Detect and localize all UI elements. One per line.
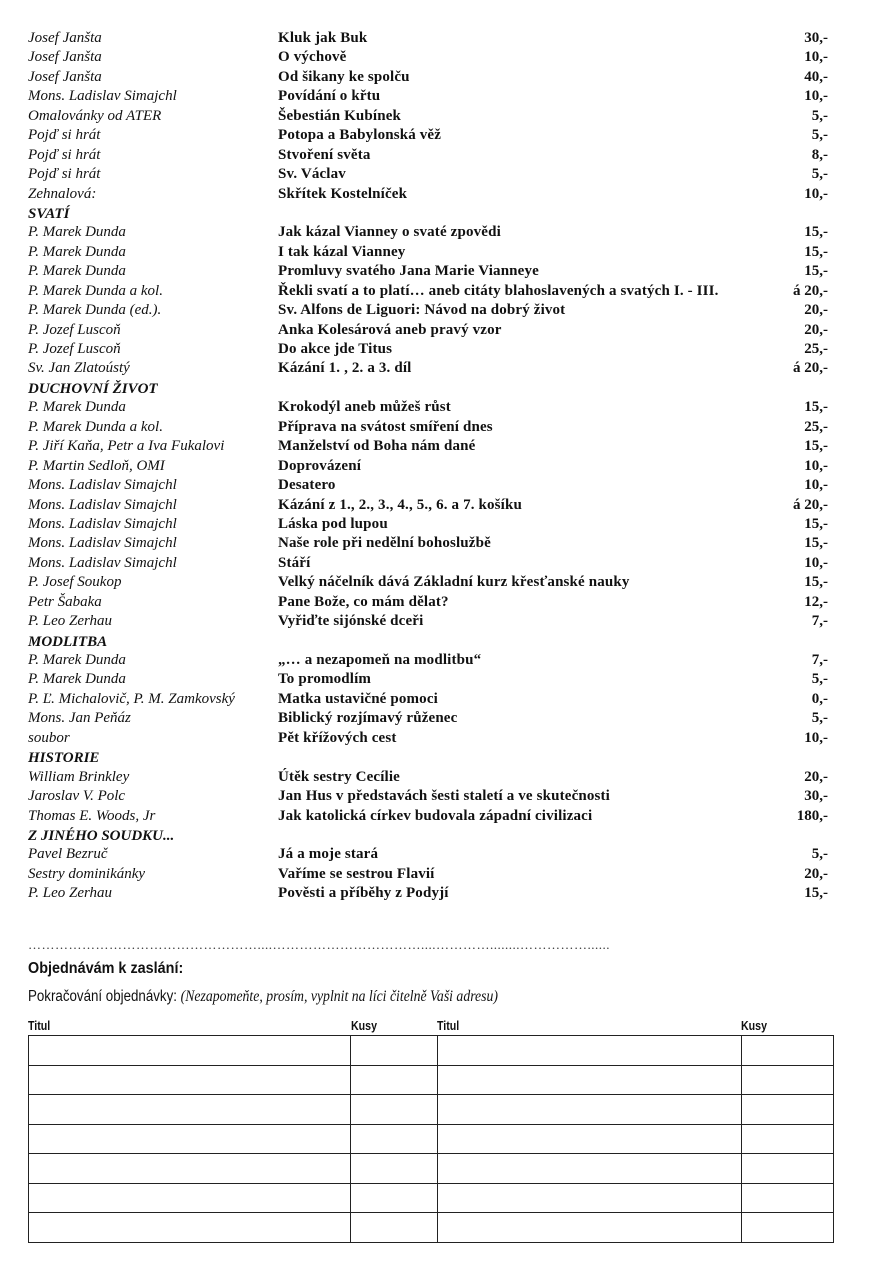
book-price: 20,-: [804, 321, 828, 338]
order-table: [28, 1035, 834, 1243]
header-title-2: Titul: [437, 1019, 460, 1033]
book-title: Doprovázení: [278, 457, 362, 474]
book-price: 15,-: [804, 224, 828, 241]
book-price: 20,-: [804, 768, 828, 785]
header-qty-2: Kusy: [741, 1019, 767, 1033]
book-price: 15,-: [804, 535, 828, 552]
catalog-row: [28, 787, 830, 806]
author-name: P. Leo Zerhau: [28, 885, 113, 902]
order-table-row: [29, 1154, 834, 1184]
quantity-cell[interactable]: [742, 1036, 834, 1066]
book-title: Kázání z 1., 2., 3., 4., 5., 6. a 7. košíku: [278, 496, 522, 513]
catalog-row: [28, 146, 830, 165]
book-price: 15,-: [804, 438, 828, 455]
book-title: Kázání 1. , 2. a 3. díl: [278, 360, 412, 377]
catalog-row: [28, 223, 830, 242]
title-cell[interactable]: [438, 1036, 742, 1066]
catalog-row: [28, 48, 830, 67]
book-price: 7,-: [811, 613, 828, 630]
book-price: 10,-: [804, 185, 828, 202]
book-price: á 20,-: [793, 496, 828, 513]
author-name: Thomas E. Woods, Jr: [28, 807, 156, 824]
catalog-row: [28, 87, 830, 106]
book-title: Láska pod lupou: [278, 515, 388, 532]
title-cell[interactable]: [29, 1095, 351, 1125]
book-price: 15,-: [804, 263, 828, 280]
catalog-row: [28, 418, 830, 437]
author-name: P. Marek Dunda: [28, 652, 126, 668]
book-price: 10,-: [804, 477, 828, 494]
book-title: Stáří: [278, 554, 311, 571]
book-title: Manželství od Boha nám dané: [278, 438, 476, 455]
author-name: P. Ľ. Michalovič, P. M. Zamkovský: [28, 690, 235, 707]
book-title: Vyřiďte sijónské dceři: [278, 613, 424, 630]
order-form: [28, 938, 834, 1243]
book-title: I tak kázal Vianney: [278, 243, 406, 260]
catalog-row: [28, 807, 830, 826]
book-title: Jan Hus v představách šesti staletí a ve skutečnosti: [278, 788, 610, 805]
author-name: Mons. Ladislav Simajchl: [28, 515, 177, 532]
section-heading: HISTORIE: [28, 750, 100, 767]
book-price: 12,-: [804, 593, 828, 610]
book-title: Jak katolická církev budovala západní civilizaci: [278, 807, 593, 824]
quantity-cell[interactable]: [742, 1124, 834, 1154]
book-price: 0,-: [811, 690, 828, 707]
book-price: 40,-: [804, 68, 828, 85]
catalog-row: [28, 262, 830, 281]
catalog-row: [28, 884, 830, 903]
author-name: soubor: [28, 729, 70, 746]
title-cell[interactable]: [438, 1154, 742, 1184]
catalog-row: [28, 709, 830, 728]
header-qty-1: Kusy: [351, 1019, 377, 1033]
quantity-cell[interactable]: [742, 1213, 834, 1243]
quantity-cell[interactable]: [351, 1065, 438, 1095]
book-price: 10,-: [804, 729, 828, 746]
quantity-cell[interactable]: [742, 1065, 834, 1095]
quantity-cell[interactable]: [351, 1124, 438, 1154]
book-price: 30,-: [804, 788, 828, 805]
book-price: 7,-: [811, 652, 828, 668]
book-price: 15,-: [804, 574, 828, 591]
author-name: P. Jozef Luscoň: [28, 341, 121, 357]
author-name: Pojď si hrát: [28, 127, 101, 144]
author-name: William Brinkley: [28, 768, 130, 785]
book-price: 10,-: [804, 49, 828, 66]
title-cell[interactable]: [438, 1213, 742, 1243]
book-price: 15,-: [804, 885, 828, 902]
book-price: 10,-: [804, 88, 828, 105]
author-name: P. Marek Dunda: [28, 671, 126, 688]
book-catalog: [28, 29, 830, 904]
book-price: 15,-: [804, 515, 828, 532]
catalog-row: [28, 359, 830, 378]
catalog-row: [28, 845, 830, 864]
book-title: Velký náčelník dává Základní kurz křesťanské nauky: [278, 574, 630, 591]
author-name: P. Marek Dunda a kol.: [28, 418, 163, 435]
section-heading: DUCHOVNÍ ŽIVOT: [28, 380, 158, 397]
book-title: Útěk sestry Cecílie: [278, 768, 400, 785]
author-name: P. Martin Sedloň, OMI: [28, 457, 165, 474]
order-table-row: [29, 1095, 834, 1125]
quantity-cell[interactable]: [742, 1183, 834, 1213]
author-name: P. Jozef Luscoň: [28, 321, 121, 338]
order-heading: Objednávám k zaslání:: [28, 960, 184, 977]
title-cell[interactable]: [29, 1036, 351, 1066]
author-name: Josef Janšta: [28, 49, 102, 66]
cut-line-separator: ……………………………………………....……………………………....…………........……………......: [28, 938, 610, 952]
author-name: P. Leo Zerhau: [28, 613, 113, 630]
book-price: 20,-: [804, 865, 828, 882]
author-name: P. Marek Dunda: [28, 263, 126, 280]
title-cell[interactable]: [29, 1213, 351, 1243]
catalog-row: [28, 185, 830, 204]
book-price: 10,-: [804, 457, 828, 474]
book-title: Od šikany ke spolču: [278, 68, 410, 85]
catalog-row: [28, 437, 830, 456]
header-title-1: Titul: [28, 1019, 51, 1033]
book-title: Pět křížových cest: [278, 729, 397, 746]
author-name: Mons. Ladislav Simajchl: [28, 477, 177, 494]
book-price: 25,-: [804, 418, 828, 435]
author-name: Pojď si hrát: [28, 146, 101, 163]
title-cell[interactable]: [438, 1183, 742, 1213]
book-price: 5,-: [811, 166, 828, 183]
catalog-row: [28, 107, 830, 126]
catalog-row: [28, 165, 830, 184]
catalog-row: [28, 651, 830, 670]
catalog-row: [28, 29, 830, 48]
order-table-row: [29, 1065, 834, 1095]
catalog-row: [28, 768, 830, 787]
catalog-row: [28, 476, 830, 495]
book-title: Krokodýl aneb můžeš růst: [278, 399, 451, 416]
book-title: Já a moje stará: [278, 846, 379, 863]
book-price: 30,-: [804, 30, 828, 46]
catalog-row: [28, 282, 830, 301]
title-cell[interactable]: [29, 1065, 351, 1095]
catalog-row: [28, 573, 830, 592]
catalog-row: [28, 398, 830, 417]
catalog-row: [28, 593, 830, 612]
book-title: Kluk jak Buk: [278, 30, 368, 46]
book-title: Naše role při nedělní bohoslužbě: [278, 535, 491, 552]
book-title: Potopa a Babylonská věž: [278, 127, 442, 144]
author-name: Petr Šabaka: [28, 593, 102, 610]
book-title: Povídání o křtu: [278, 88, 381, 105]
section-heading: Z JINÉHO SOUDKU...: [28, 827, 175, 844]
title-cell[interactable]: [29, 1124, 351, 1154]
catalog-row: [28, 321, 830, 340]
book-title: Promluvy svatého Jana Marie Vianneye: [278, 263, 539, 280]
catalog-row: [28, 126, 830, 145]
author-name: Josef Janšta: [28, 68, 102, 85]
author-name: Sv. Jan Zlatoústý: [28, 360, 130, 377]
book-title: „… a nezapomeň na modlitbu“: [278, 652, 482, 668]
book-price: 5,-: [811, 671, 828, 688]
catalog-row: [28, 496, 830, 515]
book-title: O výchově: [278, 49, 347, 66]
book-title: Příprava na svátost smíření dnes: [278, 418, 493, 435]
catalog-row: [28, 68, 830, 87]
book-price: 8,-: [811, 146, 828, 163]
book-title: Anka Kolesárová aneb pravý vzor: [278, 321, 502, 338]
quantity-cell[interactable]: [351, 1183, 438, 1213]
book-title: Vaříme se sestrou Flavií: [278, 865, 435, 882]
order-table-header: [28, 1017, 834, 1035]
book-title: Šebestián Kubínek: [278, 107, 402, 124]
catalog-row: [28, 865, 830, 884]
catalog-row: [28, 534, 830, 553]
book-title: Skřítek Kostelníček: [278, 185, 408, 202]
author-name: P. Marek Dunda: [28, 243, 126, 260]
quantity-cell[interactable]: [742, 1154, 834, 1184]
quantity-cell[interactable]: [351, 1213, 438, 1243]
continuation-label: Pokračování objednávky:: [28, 988, 177, 1005]
author-name: Mons. Ladislav Simajchl: [28, 496, 177, 513]
author-name: Zehnalová:: [28, 185, 97, 202]
author-name: P. Marek Dunda (ed.).: [28, 302, 162, 319]
author-name: Mons. Ladislav Simajchl: [28, 88, 177, 105]
author-name: P. Jiří Kaňa, Petr a Iva Fukalovi: [28, 438, 225, 455]
book-title: Matka ustavičné pomoci: [278, 690, 438, 707]
section-heading: SVATÍ: [28, 205, 70, 222]
book-price: 5,-: [811, 127, 828, 144]
catalog-row: [28, 301, 830, 320]
book-price: 5,-: [811, 710, 828, 727]
author-name: P. Josef Soukop: [28, 574, 122, 591]
catalog-row: [28, 690, 830, 709]
title-cell[interactable]: [29, 1154, 351, 1184]
catalog-row: [28, 457, 830, 476]
book-title: Pane Bože, co mám dělat?: [278, 593, 449, 610]
book-title: Sv. Alfons de Liguori: Návod na dobrý život: [278, 302, 566, 319]
book-title: Řekli svatí a to platí… aneb citáty blahoslavených a svatých I. - III.: [278, 282, 719, 299]
book-price: 10,-: [804, 554, 828, 571]
book-price: 5,-: [811, 107, 828, 124]
quantity-cell[interactable]: [351, 1095, 438, 1125]
book-title: Desatero: [278, 477, 336, 494]
order-table-row: [29, 1213, 834, 1243]
book-price: 180,-: [796, 807, 828, 824]
book-title: Do akce jde Titus: [278, 341, 393, 357]
catalog-row: [28, 670, 830, 689]
author-name: Mons. Jan Peňáz: [28, 710, 131, 727]
book-price: á 20,-: [793, 360, 828, 377]
catalog-row: [28, 243, 830, 262]
title-cell[interactable]: [438, 1065, 742, 1095]
order-table-row: [29, 1124, 834, 1154]
author-name: P. Marek Dunda: [28, 399, 126, 416]
title-cell[interactable]: [438, 1124, 742, 1154]
book-price: 15,-: [804, 399, 828, 416]
book-price: 25,-: [804, 341, 828, 357]
book-title: Stvoření světa: [278, 146, 371, 163]
catalog-row: [28, 554, 830, 573]
author-name: Pavel Bezruč: [28, 846, 108, 863]
book-title: To promodlím: [278, 671, 372, 688]
author-name: Jaroslav V. Polc: [28, 788, 126, 805]
book-title: Sv. Václav: [278, 166, 346, 183]
catalog-row: [28, 515, 830, 534]
author-name: Omalovánky od ATER: [28, 107, 162, 124]
book-price: 20,-: [804, 302, 828, 319]
book-price: 5,-: [811, 846, 828, 863]
order-table-row: [29, 1036, 834, 1066]
catalog-row: [28, 612, 830, 631]
author-name: Josef Janšta: [28, 30, 102, 46]
title-cell[interactable]: [29, 1183, 351, 1213]
book-price: á 20,-: [793, 282, 828, 299]
quantity-cell[interactable]: [742, 1095, 834, 1125]
author-name: P. Marek Dunda a kol.: [28, 282, 163, 299]
book-price: 15,-: [804, 243, 828, 260]
address-reminder-note: (Nezapomeňte, prosím, vyplnit na líci čitelně Vaši adresu): [180, 988, 498, 1005]
catalog-row: [28, 340, 830, 359]
book-title: Biblický rozjímavý růženec: [278, 710, 458, 727]
book-title: Pověsti a příběhy z Podyjí: [278, 885, 449, 902]
author-name: P. Marek Dunda: [28, 224, 126, 241]
title-cell[interactable]: [438, 1095, 742, 1125]
author-name: Mons. Ladislav Simajchl: [28, 554, 177, 571]
section-heading: MODLITBA: [28, 633, 108, 650]
catalog-row: [28, 729, 830, 748]
order-table-row: [29, 1183, 834, 1213]
author-name: Pojď si hrát: [28, 166, 101, 183]
book-title: Jak kázal Vianney o svaté zpovědi: [278, 224, 501, 241]
author-name: Mons. Ladislav Simajchl: [28, 535, 177, 552]
quantity-cell[interactable]: [351, 1154, 438, 1184]
quantity-cell[interactable]: [351, 1036, 438, 1066]
order-continuation-line: [28, 988, 721, 1006]
author-name: Sestry dominikánky: [28, 865, 146, 882]
